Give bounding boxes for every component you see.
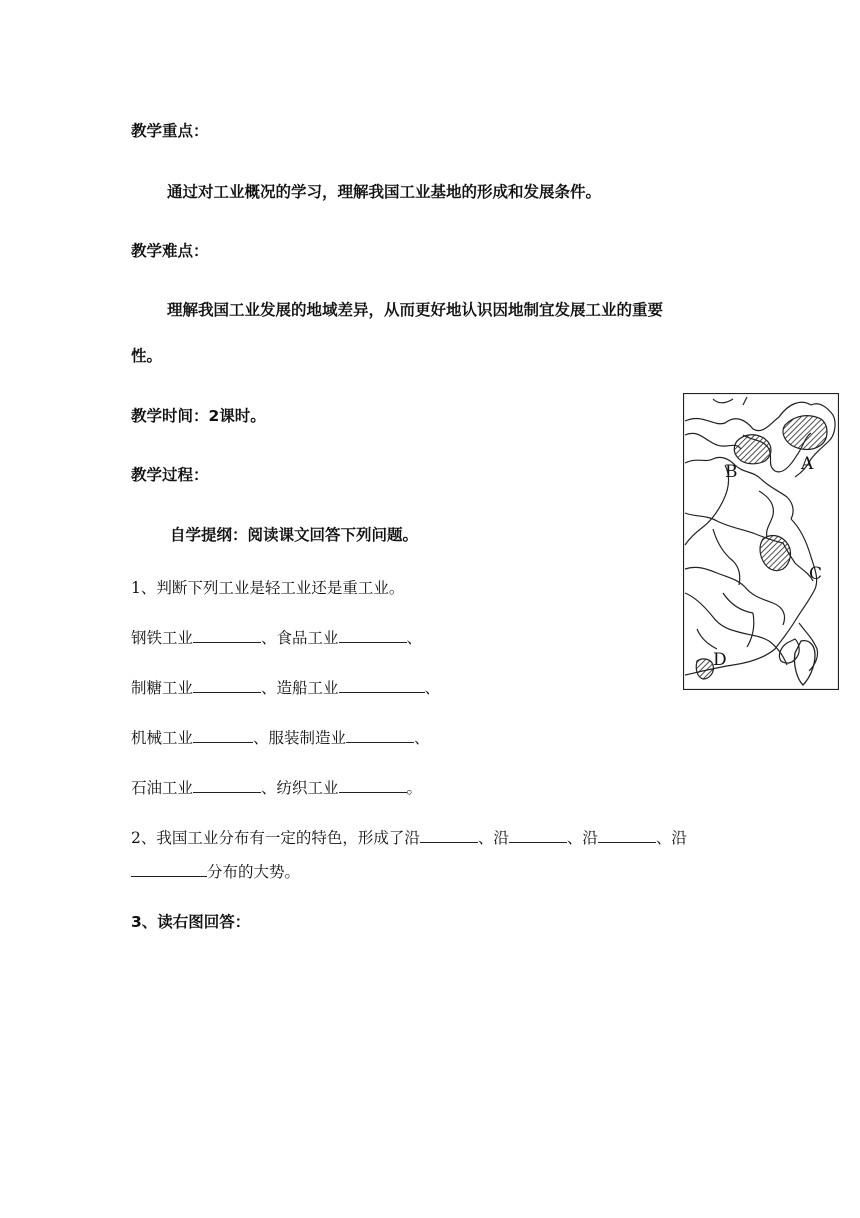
focus-content: 通过对工业概况的学习，理解我国工业基地的形成和发展条件。 xyxy=(167,183,602,201)
answer-blank[interactable] xyxy=(193,677,261,693)
answer-blank[interactable] xyxy=(598,827,656,843)
map-label-c: C xyxy=(809,564,823,584)
focus-heading: 教学重点： xyxy=(131,122,209,140)
separator: 。 xyxy=(406,779,423,797)
question-3-prompt: 3、读右图回答： xyxy=(131,913,251,931)
question-2-text: 2、我国工业分布有一定的特色，形成了沿 xyxy=(131,829,420,847)
industry-item: 机械工业 xyxy=(131,729,194,747)
separator: 、沿 xyxy=(477,829,509,847)
process-heading: 教学过程： xyxy=(131,466,209,484)
difficulty-content-line2: 性。 xyxy=(131,347,163,365)
question-1-row xyxy=(131,626,422,648)
separator: 、 xyxy=(253,729,269,747)
separator: 、 xyxy=(414,729,430,747)
industry-item: 纺织工业 xyxy=(276,779,339,797)
separator: 、 xyxy=(261,779,277,797)
question-1-row xyxy=(131,676,440,698)
separator: 、沿 xyxy=(566,829,598,847)
question-2-line1 xyxy=(131,826,687,848)
map-label-d: D xyxy=(713,650,727,670)
answer-blank[interactable] xyxy=(509,827,567,843)
industry-item: 服装制造业 xyxy=(268,729,347,747)
separator: 、 xyxy=(261,679,277,697)
industry-item: 制糖工业 xyxy=(131,679,194,697)
question-2-tail: 分布的大势。 xyxy=(207,863,301,881)
answer-blank[interactable] xyxy=(339,777,407,793)
answer-blank[interactable] xyxy=(420,827,478,843)
self-study-outline: 自学提纲：阅读课文回答下列问题。 xyxy=(170,526,419,544)
separator: 、 xyxy=(261,629,277,647)
answer-blank[interactable] xyxy=(346,727,414,743)
separator: 、 xyxy=(406,629,423,647)
difficulty-content-line1: 理解我国工业发展的地域差异，从而更好地认识因地制宜发展工业的重要 xyxy=(167,301,664,319)
answer-blank[interactable] xyxy=(193,627,261,643)
separator: 、 xyxy=(424,679,441,697)
question-2-line2 xyxy=(131,860,300,882)
industry-item: 食品工业 xyxy=(276,629,339,647)
answer-blank[interactable] xyxy=(193,727,253,743)
difficulty-heading: 教学难点： xyxy=(131,242,209,260)
industry-item: 石油工业 xyxy=(131,779,194,797)
answer-blank[interactable] xyxy=(193,777,261,793)
question-1-row xyxy=(131,726,430,748)
map-label-a: A xyxy=(801,454,814,474)
map-label-b: B xyxy=(725,462,738,482)
answer-blank[interactable] xyxy=(339,627,407,643)
industry-item: 钢铁工业 xyxy=(131,629,194,647)
question-1-prompt: 1、判断下列工业是轻工业还是重工业。 xyxy=(131,579,405,597)
industrial-base-map xyxy=(683,393,839,690)
answer-blank[interactable] xyxy=(339,677,425,693)
question-1-row xyxy=(131,776,422,798)
answer-blank[interactable] xyxy=(131,861,207,877)
separator: 、沿 xyxy=(655,829,687,847)
teaching-time: 教学时间：2课时。 xyxy=(131,407,266,425)
industry-item: 造船工业 xyxy=(276,679,339,697)
